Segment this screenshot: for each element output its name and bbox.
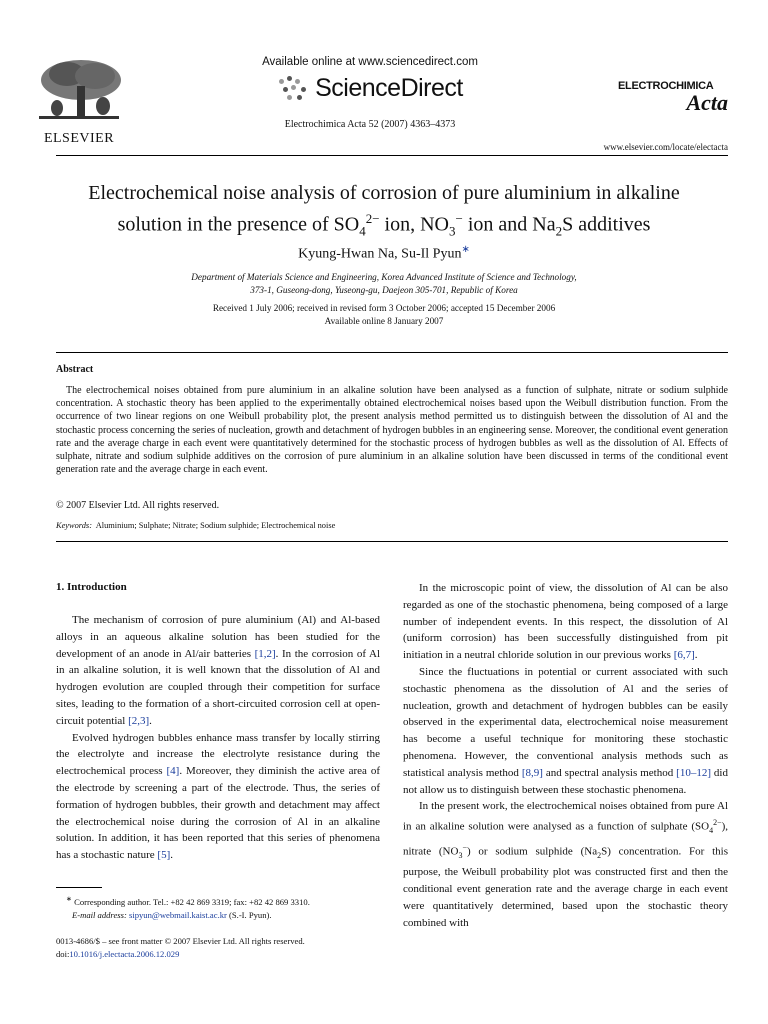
header-rule [56,155,728,156]
journal-reference: Electrochimica Acta 52 (2007) 4363–4373 [284,119,456,130]
doi-link[interactable]: 10.1016/j.electacta.2006.12.029 [69,949,180,959]
title-line-2: solution in the presence of $SO_4^{2-}$ ion, $NO_3^-$ ion and $Na_2S$ additives [117,211,651,239]
abstract-body: The electrochemical noises obtained from pure aluminium in an alkaline solution have been analysed as a function of sulphate, nitrate or sodium sulphide concentration. A stochastic theory has been applied to the experimentally obtained electrochemical noises based upon the Weibull distribution function. From the occurrence of two linear regions on one Weibull probability plot, the present analysis method permitted us to distinguish between the dissolution of Al and the stochastic process concerning the series of nucleation, growth and detachment of hydrogen bubbles in an engineering sense. Moreover, the conditional event generation rate and the average charge in each event were quantitatively determined for the stochastic process of hydrogen bubbles as well as the dissolution of Al. Effects of sulphate, nitrate and sodium sulphide additives on the corrosion of pure aluminium in an alkaline solution have been discussed in terms of the conditional event generation rate and the average charge in each event. [56,385,728,476]
title-line-1: Electrochemical noise analysis of corrosion of pure aluminium in alkaline [88,182,680,204]
doi-line: doi:10.1016/j.electacta.2006.12.029 [56,949,180,959]
section-heading-introduction: 1. Introduction [56,581,127,593]
email-link[interactable]: sipyun@webmail.kaist.ac.kr [128,909,227,920]
citation-link[interactable]: [5] [157,849,171,862]
article-title [40,180,728,245]
paragraph: Evolved hydrogen bubbles enhance mass transfer by locally stirring the electrolyte and increase the electrolyte resistance during the electrochemical process [4]. Moreover, they diminish the active area of the electrode by screening a part of the electrode. Thus, the series of formation of hydrogen bubbles, their growth and detachment may affect the electrochemical noise during the corrosion of Al in an alkaline solution. In addition, it has been reported that this series of phenomena has a stochastic nature [5]. [56,731,381,862]
footnote-mark: ∗ [66,895,72,903]
citation-link[interactable]: [6,7] [673,649,695,662]
keywords-label: Keywords: [56,521,92,530]
tree-icon [31,56,127,124]
footnote: ∗ Corresponding author. Tel.: +82 42 869 3319; fax: +82 42 869 3310. E-mail address: sipyun@webmail.kaist.ac.kr (S.-I. Pyun). [66,895,310,920]
footnote-rule [56,887,102,888]
journal-url[interactable]: www.elsevier.com/locate/electacta [603,142,728,152]
citation-link[interactable]: [10–12] [676,766,711,779]
citation-link[interactable]: [8,9] [521,766,543,779]
received-dates: Received 1 July 2006; received in revised form 3 October 2006; accepted 15 December 2006 [212,303,556,313]
sciencedirect-logo[interactable] [250,74,490,103]
sciencedirect-dots-icon [277,75,311,103]
affiliation: Department of Materials Science and Engineering, Korea Advanced Institute of Science and Technology, 373-1, Guseong-dong, Yuseong-gu, Daejeon 305-701, Republic of Korea [191,272,577,295]
paragraph: Since the fluctuations in potential or current associated with such stochastic phenomena as the dissolution of Al and the series of nucleation, growth and detachment of hydrogen bubbles can be easily observed in the experimental data, electrochemical noise measurement has become a useful technique for monitoring these stochastic phenomena. However, the conventional analysis methods such as statistical analysis method [8,9] and spectral analysis method [10–12] did not allow us to distinguish between these stochastic phenomena. [403,665,728,796]
article-dates [60,302,708,328]
online-date: Available online 8 January 2007 [324,316,444,326]
abstract-top-rule [56,352,728,353]
citation-link[interactable]: [4] [166,765,180,778]
page-footer [56,935,305,961]
email-label: E-mail address: [72,909,127,920]
authors [40,244,728,263]
abstract-heading: Abstract [56,364,94,375]
keywords-list: Aluminium; Sulphate; Nitrate; Sodium sulphide; Electrochemical noise [95,521,336,530]
corresponding-author-text: Corresponding author. Tel.: +82 42 869 3319; fax: +82 42 869 3310. [72,896,310,907]
issn-line: 0013-4686/$ – see front matter © 2007 Elsevier Ltd. All rights reserved. [56,936,305,946]
paragraph: In the microscopic point of view, the dissolution of Al can be also regarded as one of the stochastic phenomena, being composed of a large number of independent events. In this respect, the dissolution of Al (uniform corrosion) has been successfully distinguished from pit initiation in a neutral chloride solution in our previous works [6,7]. [403,582,728,662]
author-names: Kyung-Hwan Na, Su-Il Pyun [298,246,462,262]
citation-link[interactable]: [2,3] [128,714,150,727]
paragraph: In the present work, the electrochemical noises obtained from pure Al in an alkaline solution were analysed as a function of sulphate $(SO_4^{2-})$, nitrate $(NO_3^-)$ or sodium sulphide $(Na_2S)$ concentration. For this purpose, the Weibull probability plot was constructed first and then the conditional event generation rate and the average charge in each event were quantitatively determined, based upon the stochastic theory combined with [403,800,728,929]
abstract-bottom-rule [56,541,728,542]
journal-logo-bottom: Acta [686,90,728,115]
left-column [56,612,380,864]
journal-logo-top: ELECTROCHIMICA [618,80,714,92]
elsevier-logo [24,56,134,147]
right-column [403,580,728,932]
abstract-copyright: © 2007 Elsevier Ltd. All rights reserved. [56,500,220,511]
available-online-text[interactable]: Available online at www.sciencedirect.com [262,56,478,68]
corresponding-mark[interactable]: ∗ [461,244,470,255]
citation-link[interactable]: [1,2] [254,647,276,660]
publisher-name: ELSEVIER [43,131,115,146]
paragraph: The mechanism of corrosion of pure aluminium (Al) and Al-based alloys in an aqueous alkaline solution has been studied for the development of an anode in Al/air batteries [1,2]. In the corrosion of Al in an alkaline solution, it is well known that the dissolution of Al and hydrogen evolution are coupled through their competition for surface sites, leading to the formation of a short-circuited corrosion cell at open-circuit potential [2,3]. [56,614,380,727]
journal-logo [618,80,730,116]
header-center [250,56,490,130]
keywords [56,521,335,530]
sciencedirect-wordmark: ScienceDirect [315,74,463,102]
